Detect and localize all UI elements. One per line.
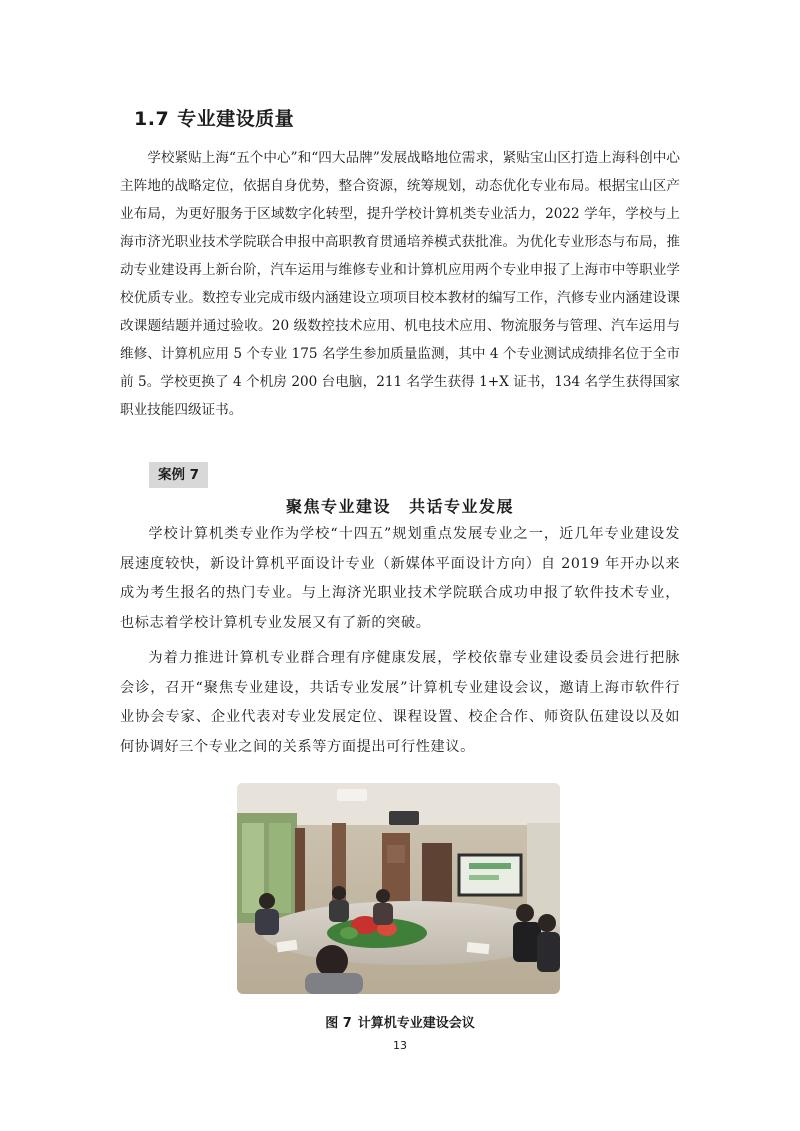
- case-body-2: [120, 644, 680, 762]
- section-number: 1.7: [134, 108, 170, 130]
- case-paragraph-2: 为着力推进计算机专业群合理有序健康发展，学校依靠专业建设委员会进行把脉会诊，召开“聚焦专业建设，共话专业发展”计算机专业建设会议，邀请上海市软件行业协会专家、企业代表对专业发展定位、课程设置、校企合作、师资队伍建设以及如何协调好三个专业之间的关系等方面提出可行性建议。: [120, 650, 680, 755]
- case-title-part2: 共话专业发展: [409, 497, 515, 516]
- case-title-part1: 聚焦专业建设: [285, 497, 391, 516]
- figure-caption: [0, 1012, 800, 1031]
- section-heading: [134, 104, 294, 131]
- figure-caption-text: 计算机专业建设会议: [357, 1016, 475, 1031]
- meeting-photo-illustration: [237, 783, 560, 994]
- case-body-1: [120, 520, 680, 638]
- case-label: 案例 7: [149, 462, 208, 488]
- section-body: [120, 144, 680, 424]
- figure-number: 图 7: [325, 1016, 352, 1031]
- case-paragraph-1: 学校计算机类专业作为学校“十四五”规划重点发展专业之一，近几年专业建设发展速度较快，新设计算机平面设计专业（新媒体平面设计方向）自 2019 年开办以来成为考生报名的热门专业。与上海济光职业技术学院联合成功申报了软件技术专业，也标志着学校计算机专业发展又有了新的突破。: [120, 526, 680, 631]
- page-number: 13: [393, 1039, 407, 1052]
- section-paragraph: 学校紧贴上海“五个中心”和“四大品牌”发展战略地位需求，紧贴宝山区打造上海科创中心主阵地的战略定位，依据自身优势，整合资源，统筹规划，动态优化专业布局。根据宝山区产业布局，为更好服务于区域数字化转型，提升学校计算机类专业活力，2022 学年，学校与上海市济光职业技术学院联合申报中高职教育贯通培养模式获批准。为优化专业形态与布局，推动专业建设再上新台阶，汽车运用与维修专业和计算机应用两个专业申报了上海市中等职业学校优质专业。数控专业完成市级内涵建设立项项目校本教材的编写工作，汽修专业内涵建设课改课题结题并通过验收。20 级数控技术应用、机电技术应用、物流服务与管理、汽车运用与维修、计算机应用 5 个专业 175 名学生参加质量监测，其中 4 个专业测试成绩排名位于全市前 5。学校更换了 4 个机房 200 台电脑，211 名学生获得 1+X 证书，134 名学生获得国家职业技能四级证书。: [120, 150, 680, 418]
- case-title: [120, 494, 680, 517]
- section-title-text: 专业建设质量: [177, 108, 295, 130]
- meeting-photo: [237, 783, 560, 994]
